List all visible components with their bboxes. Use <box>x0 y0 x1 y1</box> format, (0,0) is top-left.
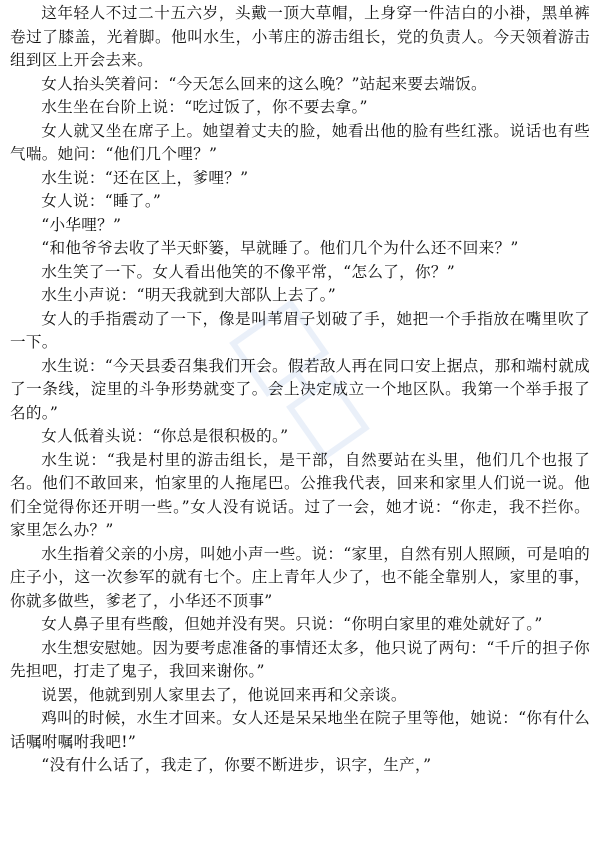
paragraph: 这年轻人不过二十五六岁，头戴一顶大草帽，上身穿一件洁白的小褂，黑单裤卷过了膝盖，光着脚。他叫水生，小苇庄的游击组长，党的负责人。今天领着游击组到区上开会去来。 <box>10 4 590 69</box>
paragraph: 女人抬头笑着问：“今天怎么回来的这么晚？”站起来要去端饭。 <box>41 74 487 93</box>
paragraph: 水生说：“我是村里的游击组长，是干部，自然要站在头里，他们几个也报了名。他们不敢回来，怕家里的人拖尾巴。公推我代表，回来和家里人们说一说。他们全觉得你还开明一些。”女人没有说话。过了一会，她才说：“你走，我不拦你。家里怎么办？” <box>10 450 590 539</box>
paragraph: 女人的手指震动了一下，像是叫苇眉子划破了手，她把一个手指放在嘴里吹了一下。 <box>10 309 590 351</box>
paragraph: 女人鼻子里有些酸，但她并没有哭。只说：“你明白家里的难处就好了。” <box>41 615 543 633</box>
paragraph: 鸡叫的时候，水生才回来。女人还是呆呆地坐在院子里等他，她说：“你有什么话嘱咐嘱咐我吧!” <box>10 709 590 751</box>
paragraph: 水生坐在台阶上说：“吃过饭了，你不要去拿。” <box>41 98 368 116</box>
paragraph: 水生指着父亲的小房，叫她小声一些。说：“家里，自然有别人照顾，可是咱的庄子小，这一次参军的就有七个。庄上青年人少了，也不能全靠别人，家里的事，你就多做些，爹老了，小华还不顶事” <box>10 544 590 610</box>
document-body <box>10 2 590 778</box>
paragraph: 水生想安慰她。因为要考虑准备的事情还太多，他只说了两句：“千斤的担子你先担吧，打走了鬼子，我回来谢你。” <box>10 638 590 680</box>
paragraph: 说罢，他就到别人家里去了，他说回来再和父亲谈。 <box>41 685 407 704</box>
paragraph: 女人低着头说：“你总是很积极的。” <box>41 427 289 445</box>
paragraph: 女人说：“睡了。” <box>41 192 162 210</box>
paragraph: 水生说：“今天县委召集我们开会。假若敌人再在同口安上据点，那和端村就成了一条线，淀里的斗争形势就变了。会上决定成立一个地区队。我第一个举手报了名的。” <box>10 356 590 422</box>
paragraph: “和他爷爷去收了半天虾篓，早就睡了。他们几个为什么还不回来？” <box>41 239 519 257</box>
paragraph: “小华哩？” <box>41 215 122 234</box>
paragraph: 女人就又坐在席子上。她望着丈夫的脸，她看出他的脸有些红涨。说话也有些气喘。她问：“他们几个哩？” <box>10 121 590 163</box>
paragraph: 水生说：“还在区上，爹哩？” <box>41 168 249 187</box>
paragraph: 水生笑了一下。女人看出他笑的不像平常，“怎么了，你？” <box>41 262 456 281</box>
paragraph: “没有什么话了，我走了，你要不断进步，识字，生产，” <box>41 756 432 774</box>
paragraph: 水生小声说：“明天我就到大部队上去了。” <box>41 286 337 304</box>
